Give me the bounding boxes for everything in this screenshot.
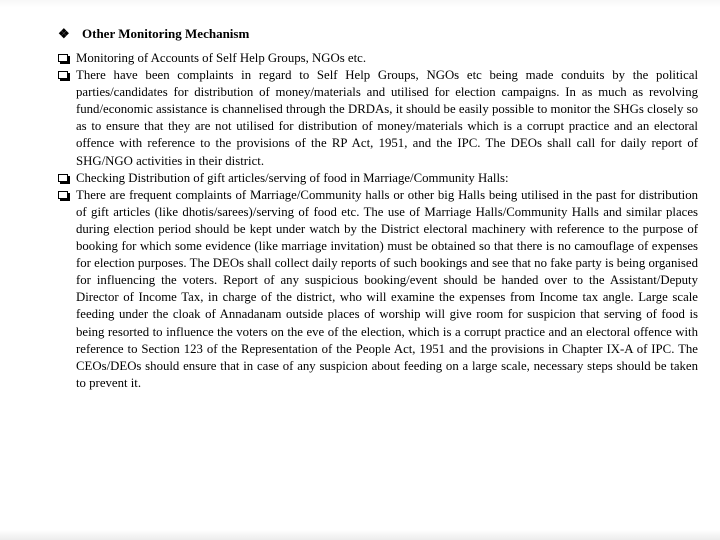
checkbox-bullet-icon [58, 191, 68, 199]
list-item [58, 67, 698, 170]
top-edge-shade [0, 0, 720, 8]
list-item-text: Monitoring of Accounts of Self Help Groups, NGOs etc. [76, 51, 367, 65]
list-item [58, 187, 698, 392]
checkbox-bullet-icon [58, 54, 68, 62]
list-item [58, 50, 698, 67]
list-item-text: There have been complaints in regard to Self Help Groups, NGOs etc being made conduits by the political parties/candidates for distribution of money/materials and utilised for election campaigns. In as much as revolving fund/economic assistance is channelised through the DRDAs, it should be easily possible to monitor the SHGs closely so as to ensure that they are not utilised for distribution of money/materials which is a corrupt practice and an electoral offence with reference to the provisions of the RP Act, 1951, and the IPC. The DEOs shall call for daily report of SHG/NGO activities in their district. [76, 68, 698, 168]
section-heading-text: Other Monitoring Mechanism [82, 26, 250, 41]
diamond-bullet-icon: ❖ [58, 26, 70, 41]
bottom-edge-shade [0, 530, 720, 540]
list-item-text: Checking Distribution of gift articles/serving of food in Marriage/Community Halls: [76, 170, 509, 185]
list-item [58, 170, 698, 187]
checkbox-bullet-icon [58, 71, 68, 79]
bullet-list [58, 50, 698, 392]
list-item-text: There are frequent complaints of Marriage/Community halls or other big Halls being utilised in the past for distribution of gift articles (like dhotis/sarees)/serving of food etc. The use of Marriage Halls/Community Halls and similar places during election period should be kept under watch by the District electoral machinery with reference to the purpose of booking for which some evidence (like marriage invitation) must be obtained so that there is no camouflage of expenses for election purposes. The DEOs shall collect daily reports of such bookings and see that no fake party is being organised for influencing the voters. Report of any suspicious booking/event should be handed over to the Assistant/Deputy Director of Income Tax, in charge of the district, who will examine the expenses from Income tax angle. Large scale feeding under the cloak of Annadanam outside places of worship will give room for suspicion that serving of food is being resorted to influence the voters on the eve of the election, which is a corrupt practice and an electoral offence with reference to Section 123 of the Representation of the People Act, 1951 and the provisions in Chapter IX-A of IPC. The CEOs/DEOs should ensure that in case of any suspicion about feeding on a large scale, necessary steps should be taken to prevent it. [76, 187, 698, 390]
checkbox-bullet-icon [58, 174, 68, 182]
